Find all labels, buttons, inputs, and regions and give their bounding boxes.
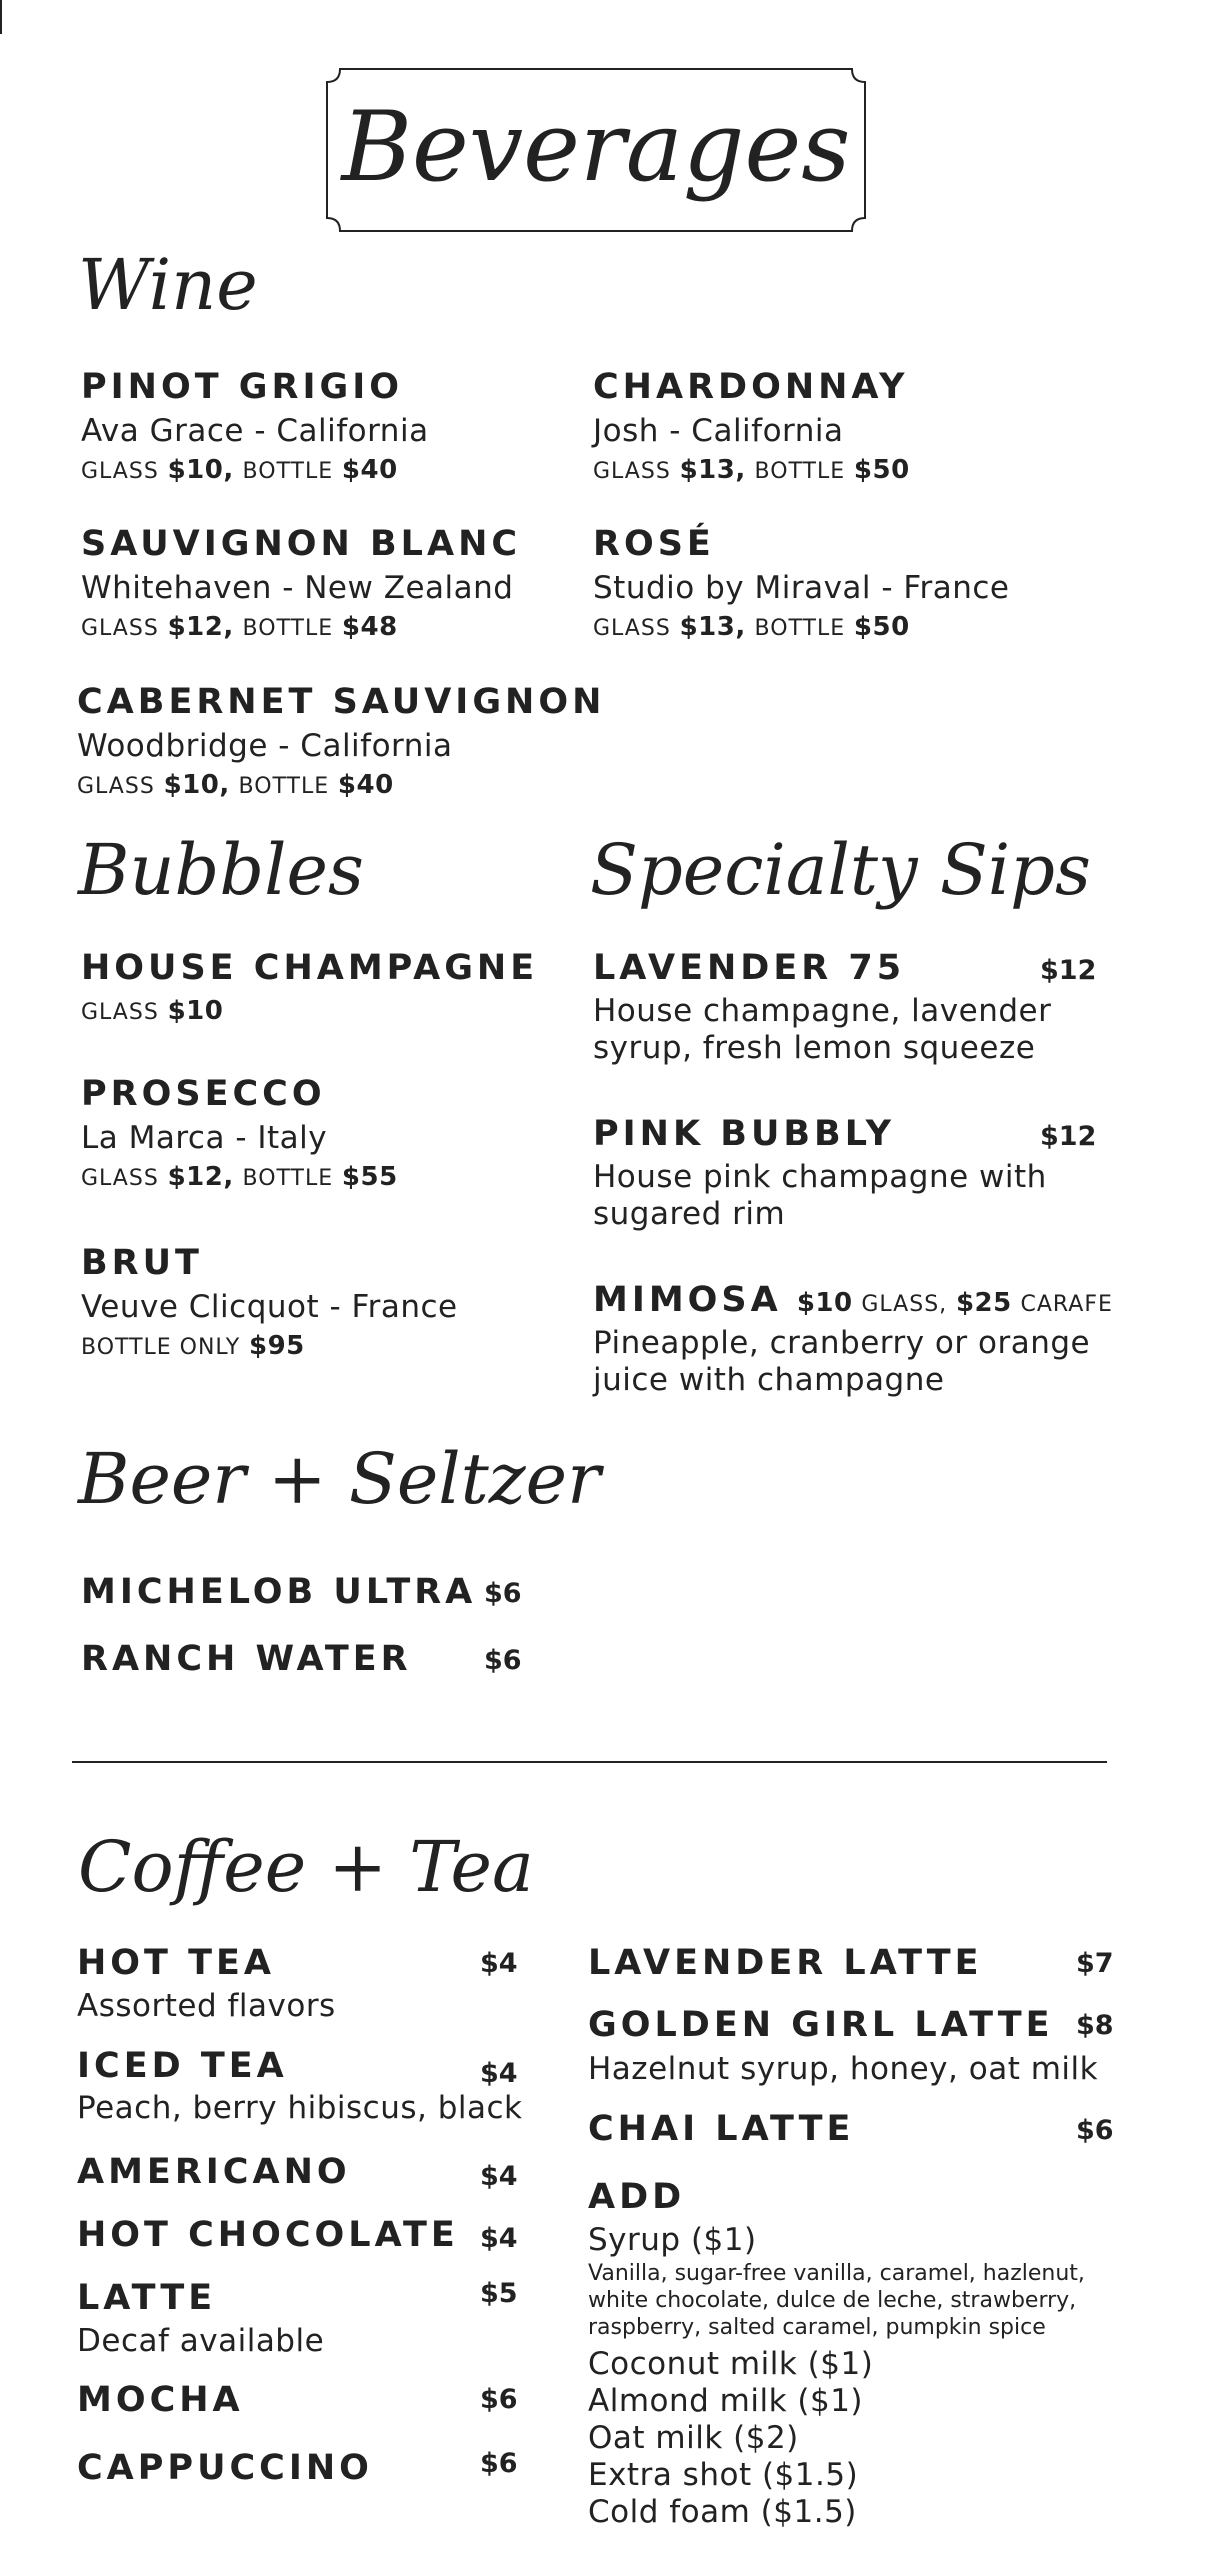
menu-item <box>593 367 910 485</box>
item-price: $6 <box>480 2448 518 2479</box>
item-price: $6 <box>484 1578 522 1609</box>
item-desc: Assorted flavors <box>77 1988 336 2024</box>
bottle-price: $50 <box>853 612 910 642</box>
item-desc: Peach, berry hibiscus, black <box>77 2090 523 2126</box>
bottle-label: BOTTLE <box>238 774 330 799</box>
item-desc: Hazelnut syrup, honey, oat milk <box>588 2051 1099 2087</box>
carafe-price: $25 <box>955 1288 1012 1318</box>
item-origin: Josh - California <box>593 413 844 449</box>
bottle-label: BOTTLE <box>754 616 846 641</box>
bottle-label: BOTTLE <box>242 1166 334 1191</box>
menu-item <box>593 524 1010 642</box>
add-option: Coconut milk ($1) <box>588 2346 874 2382</box>
item-price: $4 <box>480 1948 518 1979</box>
bottle-price: $50 <box>853 455 910 485</box>
item-name: CHAI LATTE <box>588 2109 855 2149</box>
bottle-label: BOTTLE <box>754 459 846 484</box>
item-name: CHARDONNAY <box>593 367 909 407</box>
item-name: MICHELOB ULTRA <box>81 1572 477 1612</box>
menu-item <box>81 1074 398 1192</box>
item-name: HOUSE CHAMPAGNE <box>81 948 539 988</box>
item-name: CABERNET SAUVIGNON <box>77 682 606 722</box>
bottle-price: $55 <box>341 1162 398 1192</box>
bubbles-heading: Bubbles <box>78 829 364 911</box>
glass-price: $13, <box>679 455 746 485</box>
bottle-label: BOTTLE <box>242 616 334 641</box>
menu-item <box>81 948 539 1026</box>
glass-label: GLASS <box>81 459 159 484</box>
item-desc-line: House champagne, lavender <box>593 993 1052 1029</box>
item-price: $12 <box>1040 1121 1097 1152</box>
add-options <box>588 2346 873 2531</box>
menu-item <box>593 1114 1097 1233</box>
glass-price: $12, <box>167 1162 234 1192</box>
item-desc-line: syrup, fresh lemon squeeze <box>593 1030 1036 1066</box>
item-price: $4 <box>480 2058 518 2089</box>
bottle-label: BOTTLE ONLY <box>81 1335 241 1360</box>
item-price: $4 <box>480 2223 518 2254</box>
bottle-price: $95 <box>248 1331 305 1361</box>
item-price: $12 <box>1040 955 1097 986</box>
glass-price: $13, <box>679 612 746 642</box>
menu-item <box>593 948 1097 1067</box>
item-price <box>593 457 910 483</box>
item-name: BRUT <box>81 1243 203 1283</box>
item-name: MOCHA <box>77 2380 244 2420</box>
menu-item <box>81 1572 477 1612</box>
bottle-price: $48 <box>341 612 398 642</box>
syrup-flavors-line: raspberry, salted caramel, pumpkin spice <box>588 2315 1046 2340</box>
page-title: Beverages <box>341 91 851 203</box>
item-header <box>593 1280 1113 1320</box>
item-name: ICED TEA <box>77 2046 288 2086</box>
add-option: Almond milk ($1) <box>588 2383 864 2419</box>
add-option: Oat milk ($2) <box>588 2420 799 2456</box>
item-price <box>81 998 538 1024</box>
wine-heading: Wine <box>78 244 258 326</box>
bottle-price: $40 <box>337 770 394 800</box>
item-name: LAVENDER 75 <box>593 948 906 988</box>
item-name: LAVENDER LATTE <box>588 1943 983 1983</box>
syrup-flavors-line: white chocolate, dulce de leche, strawberry, <box>588 2288 1077 2313</box>
item-price <box>77 772 605 798</box>
glass-label: GLASS <box>593 459 671 484</box>
coffee-heading: Coffee + Tea <box>78 1826 534 1908</box>
item-price: $6 <box>484 1645 522 1676</box>
item-name: LATTE <box>77 2278 217 2318</box>
bottle-label: BOTTLE <box>242 459 334 484</box>
add-syrup: Syrup ($1) <box>588 2222 757 2258</box>
item-price <box>81 1333 458 1359</box>
item-price: $7 <box>1076 1948 1114 1979</box>
glass-label: GLASS <box>77 774 155 799</box>
syrup-flavors <box>588 2260 1108 2341</box>
glass-label: GLASS <box>81 616 159 641</box>
menu-item <box>593 1280 1113 1399</box>
item-price: $6 <box>480 2384 518 2415</box>
add-option: Cold foam ($1.5) <box>588 2494 857 2530</box>
menu-item <box>81 1243 458 1361</box>
item-origin: Veuve Clicquot - France <box>81 1289 458 1325</box>
item-origin: Woodbridge - California <box>77 728 453 764</box>
corner-mark <box>0 0 2 34</box>
item-origin: Studio by Miraval - France <box>593 570 1010 606</box>
item-price: $4 <box>480 2161 518 2192</box>
item-price <box>81 457 429 483</box>
menu-item <box>81 367 429 485</box>
item-price: $5 <box>480 2278 518 2309</box>
item-price: $6 <box>1076 2115 1114 2146</box>
bottle-price: $40 <box>341 455 398 485</box>
carafe-label: CARAFE <box>1020 1292 1113 1317</box>
glass-label: GLASS <box>593 616 671 641</box>
menu-item <box>81 1639 412 1679</box>
add-option: Extra shot ($1.5) <box>588 2457 859 2493</box>
item-price <box>797 1288 1113 1318</box>
item-price <box>81 1164 398 1190</box>
item-desc-line: House pink champagne with <box>593 1159 1047 1195</box>
item-desc-line: Pineapple, cranberry or orange <box>593 1325 1091 1361</box>
item-name: AMERICANO <box>77 2152 351 2192</box>
add-heading: ADD <box>588 2177 686 2217</box>
item-name: PINOT GRIGIO <box>81 367 403 407</box>
item-price: $8 <box>1076 2010 1114 2041</box>
beer-heading: Beer + Seltzer <box>78 1438 601 1520</box>
item-name: CAPPUCCINO <box>77 2448 373 2488</box>
item-desc: Decaf available <box>77 2323 325 2359</box>
glass-price: $12, <box>167 612 234 642</box>
item-origin: Ava Grace - California <box>81 413 429 449</box>
glass-price: $10 <box>796 1288 853 1318</box>
menu-item <box>77 682 606 800</box>
item-desc-line: sugared rim <box>593 1196 786 1232</box>
glass-label: GLASS, <box>861 1292 948 1317</box>
item-name: ROSÉ <box>593 524 715 564</box>
item-name: SAUVIGNON BLANC <box>81 524 522 564</box>
syrup-flavors-line: Vanilla, sugar-free vanilla, caramel, hazlenut, <box>588 2261 1085 2286</box>
glass-price: $10 <box>167 996 224 1026</box>
item-name: PINK BUBBLY <box>593 1114 895 1154</box>
glass-label: GLASS <box>81 1000 159 1025</box>
menu-item <box>81 524 522 642</box>
item-price <box>81 614 521 640</box>
specialty-heading: Specialty Sips <box>590 829 1091 911</box>
glass-label: GLASS <box>81 1166 159 1191</box>
item-name: RANCH WATER <box>81 1639 412 1679</box>
item-name: HOT CHOCOLATE <box>77 2215 459 2255</box>
glass-price: $10, <box>167 455 234 485</box>
item-name: HOT TEA <box>77 1943 275 1983</box>
item-name: MIMOSA <box>593 1280 782 1320</box>
item-price <box>593 614 1010 640</box>
item-desc-line: juice with champagne <box>593 1362 945 1398</box>
glass-price: $10, <box>163 770 230 800</box>
item-origin: Whitehaven - New Zealand <box>81 570 514 606</box>
item-origin: La Marca - Italy <box>81 1120 328 1156</box>
item-name: GOLDEN GIRL LATTE <box>588 2005 1054 2045</box>
item-name: PROSECCO <box>81 1074 326 1114</box>
section-divider <box>72 1761 1107 1763</box>
